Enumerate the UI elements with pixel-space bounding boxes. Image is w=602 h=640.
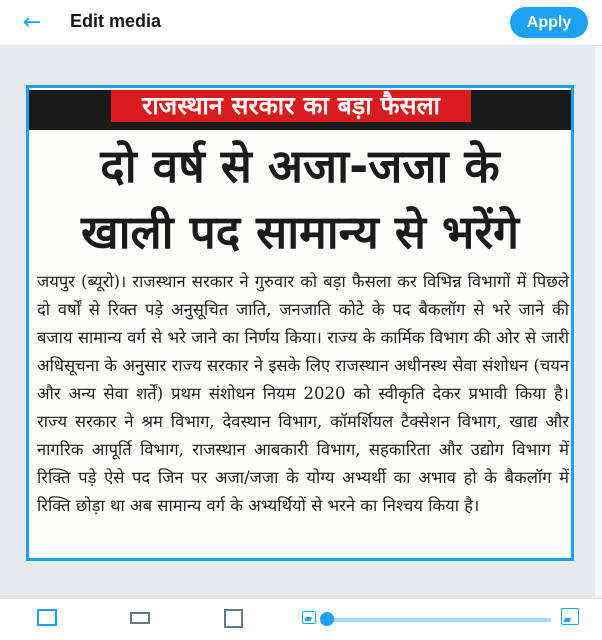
right-edge xyxy=(594,46,602,596)
zoom-slider[interactable] xyxy=(327,618,551,622)
zoom-slider-thumb[interactable] xyxy=(320,612,334,626)
page-title: Edit media xyxy=(70,11,162,31)
header-bar xyxy=(0,0,602,46)
headline-line-2: खाली पद सामान्य से भरेंगे xyxy=(80,205,520,259)
square-aspect-button[interactable] xyxy=(224,609,243,628)
crop-frame[interactable] xyxy=(26,85,574,561)
article-body: जयपुर (ब्यूरो)। राजस्थान सरकार ने गुरुवार को बड़ा फैसला कर विभिन्न विभागों में पिछले दो वर्षों से रिक्त पड़े अनुसूचित जाति, जनजाति कोटे के पद बैकलॉग से भरे जाने की बजाय सामान्य वर्ग से भरे जाने का निर्णय किया। राज्य के कार्मिक विभाग की ओर से जारी अधिसूचना के अनुसार राज्य सरकार ने इसके लिए राजस्थान अधीनस्थ सेवा संशोधन (चयन और अन्य सेवा शर्तें) प्रथम संशोधन नियम 2020 को स्वीकृति देकर प्रभावी किया है। राज्य सरकार ने श्रम विभाग, देवस्थान विभाग, कॉमर्शियल टैक्सेशन विभाग, खाद्य और नागरिक आपूर्ति विभाग, राजस्थान आबकारी विभाग, सहकारिता और उद्योग विभाग में रिक्ति पड़े ऐसे पद जिन पर अजा/जजा के योग्य अभ्यर्थी का अभाव हो के बैकलॉग में रिक्ति छोड़ा था अब सामान्य वर्ग के अभ्यर्थियों से भरने का निश्चय किया है। xyxy=(37,272,569,515)
edit-toolbar xyxy=(0,598,602,640)
arrow-left-icon[interactable]: ← xyxy=(22,10,42,35)
wide-aspect-button[interactable] xyxy=(130,612,150,624)
image-large-icon xyxy=(561,608,579,625)
original-aspect-button[interactable] xyxy=(37,609,57,626)
image-small-icon xyxy=(302,611,316,624)
apply-button[interactable]: Apply xyxy=(510,7,588,38)
article-banner: राजस्थान सरकार का बड़ा फैसला xyxy=(111,90,471,122)
headline-line-1: दो वर्ष से अजा-जजा के xyxy=(100,139,500,193)
